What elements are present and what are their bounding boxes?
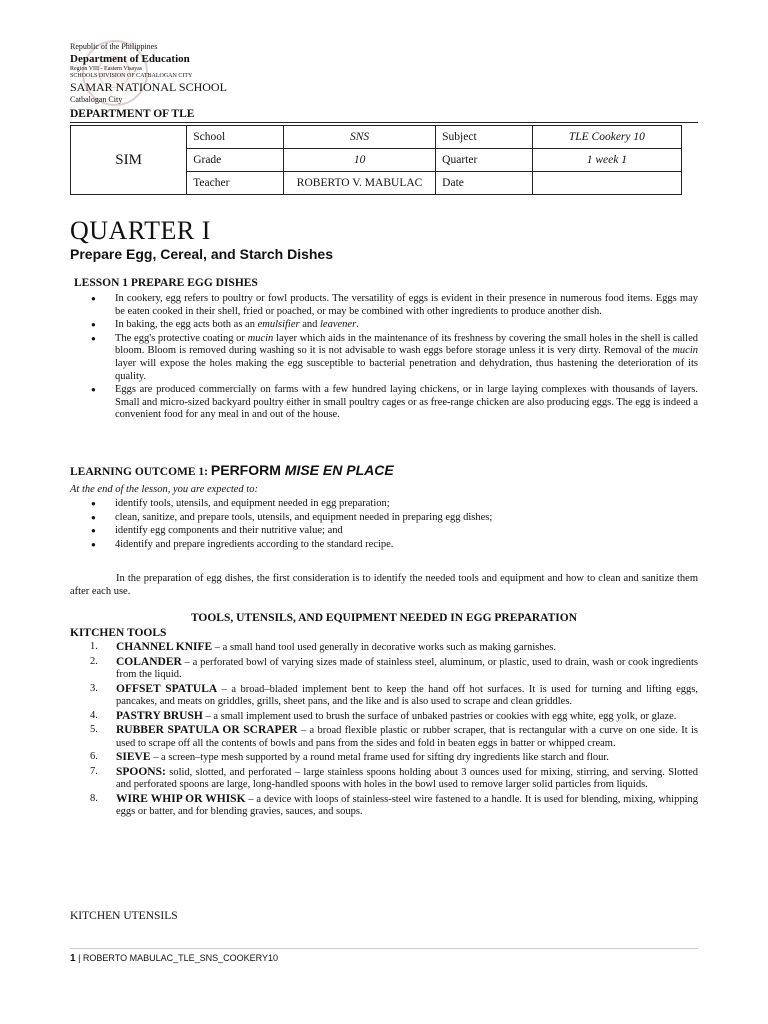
grade-value: 10 bbox=[283, 149, 435, 172]
footer-rule bbox=[70, 948, 698, 949]
bullet-text: . bbox=[356, 319, 359, 331]
objective-text: clean, sanitize, and prepare tools, utensils, and equipment needed in preparing egg dishes; bbox=[115, 511, 493, 523]
tool-description: – a small hand tool used generally in decorative works such as making garnishes. bbox=[212, 642, 556, 653]
list-item bbox=[70, 512, 698, 525]
quarter-subtitle: Prepare Egg, Cereal, and Starch Dishes bbox=[70, 246, 333, 262]
tool-description: – a perforated bowl of varying sizes made of stainless steel, aluminum, or plastic, used to drain, wash or cook ingredients from the liquid. bbox=[116, 656, 698, 680]
subject-label: Subject bbox=[436, 126, 533, 149]
date-label: Date bbox=[436, 172, 533, 195]
quarter-title: QUARTER I bbox=[70, 216, 211, 245]
tool-description: – a broad–bladed implement bent to keep the hand off hot surfaces. It is used for turning and lifting eggs, pancakes, and meats on griddles, grills, sheet pans, and the like and is also used to scrape and clean griddles. bbox=[116, 683, 698, 707]
mucin-term: mucin bbox=[672, 345, 698, 357]
list-item bbox=[70, 498, 698, 511]
bullet-text: layer will expose the holes making the egg susceptible to bacterial penetration and dehydration, thus hastening the deterioration of its quality. bbox=[115, 357, 698, 382]
tool-description: – a device with loops of stainless-steel wire fastened to a handle. It is used for blending, mixing, whipping eggs or batter, and for blending gravies, sauces, and soups. bbox=[116, 793, 699, 817]
tools-heading: TOOLS, UTENSILS, AND EQUIPMENT NEEDED IN EGG PREPARATION bbox=[190, 612, 578, 624]
date-value bbox=[532, 172, 681, 195]
subject-value: TLE Cookery 10 bbox=[532, 126, 681, 149]
leavener-term: leavener bbox=[320, 319, 357, 331]
outcome-prefix: LEARNING OUTCOME 1: bbox=[70, 466, 211, 478]
school-label: School bbox=[187, 126, 284, 149]
city-line: Catbalogan City bbox=[70, 95, 123, 104]
list-item bbox=[70, 751, 698, 765]
lesson-bullets bbox=[70, 293, 698, 423]
list-item bbox=[70, 724, 698, 750]
bullet-text: In cookery, egg refers to poultry or fowl products. The versatility of eggs is evident in their presence in numerous food items. Eggs may be eaten cooked in their shell, fried or poached, or may be combined with other ingredients to produce another dish. bbox=[115, 293, 698, 317]
division-line: SCHOOLS DIVISION OF CATBALOGAN CITY bbox=[70, 73, 193, 79]
list-item bbox=[70, 539, 698, 552]
teacher-value: ROBERTO V. MABULAC bbox=[283, 172, 435, 195]
list-item bbox=[70, 710, 698, 724]
list-item bbox=[70, 793, 698, 819]
bullet-text: Eggs are produced commercially on farms with a few hundred laying chickens, or in large laying complexes with thousands of layers. Small and micro-sized backyard poultry either in small poultry cages or as free-range chicken are also producing eggs. The egg is indeed a convenient food for any meal in and out of the house. bbox=[115, 384, 698, 421]
item-number: 8. bbox=[90, 792, 98, 804]
item-number: 4. bbox=[90, 709, 98, 721]
item-number: 5. bbox=[90, 724, 98, 735]
learning-outcome-heading bbox=[70, 462, 394, 478]
list-item bbox=[70, 333, 698, 383]
tool-term: OFFSET SPATULA bbox=[116, 682, 218, 695]
tool-term: SPOONS: bbox=[116, 765, 166, 778]
item-number: 7. bbox=[90, 765, 98, 777]
sim-cell: SIM bbox=[71, 126, 187, 195]
list-item bbox=[70, 656, 698, 682]
item-number: 2. bbox=[90, 655, 98, 667]
objective-text: 4identify and prepare ingredients according to the standard recipe. bbox=[115, 538, 394, 550]
region-line: Region VIII - Eastern Visayas bbox=[70, 66, 143, 72]
bullet-text: The egg's protective coating or bbox=[115, 332, 248, 344]
item-number: 3. bbox=[90, 682, 98, 694]
outcome-mise-en-place: MISE EN PLACE bbox=[284, 462, 394, 478]
list-item bbox=[70, 384, 698, 422]
preparation-paragraph: In the preparation of egg dishes, the first consideration is to identify the needed tools and equipment and how to clean and sanitize them after each use. bbox=[70, 573, 698, 597]
tool-term: COLANDER bbox=[116, 655, 182, 668]
list-item bbox=[70, 641, 698, 655]
page-footer bbox=[70, 953, 278, 964]
list-item bbox=[70, 319, 698, 332]
department-line: Department of Education bbox=[70, 53, 190, 65]
bullet-text: In baking, the egg acts both as an bbox=[115, 319, 258, 331]
department-tle: DEPARTMENT OF TLE bbox=[70, 108, 195, 120]
item-number: 1. bbox=[90, 641, 98, 652]
grade-label: Grade bbox=[187, 149, 284, 172]
teacher-label: Teacher bbox=[187, 172, 284, 195]
tool-term: WIRE WHIP OR WHISK bbox=[116, 792, 246, 805]
objectives-list bbox=[70, 498, 698, 552]
list-item bbox=[70, 293, 698, 318]
outcome-intro: At the end of the lesson, you are expected to: bbox=[70, 484, 258, 495]
item-number: 6. bbox=[90, 751, 98, 762]
bullet-text: and bbox=[299, 319, 321, 331]
kitchen-tools-heading: KITCHEN TOOLS bbox=[70, 627, 167, 639]
header-rule bbox=[70, 122, 698, 123]
mucin-term: mucin bbox=[247, 332, 274, 344]
objective-text: identify tools, utensils, and equipment needed in egg preparation; bbox=[115, 498, 390, 509]
list-item bbox=[70, 766, 698, 792]
tool-term: RUBBER SPATULA OR SCRAPER bbox=[116, 724, 298, 736]
tool-description: – a broad flexible plastic or rubber scraper, that is rectangular with a curve on one side. It is used to scrape off all the contents of bowls and pans from the sides and fold in beaten eggs in batter or whipped cream. bbox=[116, 725, 698, 749]
list-item bbox=[70, 525, 698, 538]
footer-separator: | bbox=[75, 953, 83, 963]
school-name: SAMAR NATIONAL SCHOOL bbox=[70, 80, 227, 94]
tool-term: SIEVE bbox=[116, 751, 151, 763]
quarter-label: Quarter bbox=[436, 149, 533, 172]
tool-description: – a small implement used to brush the surface of unbaked pastries or cookies with egg white, egg yolk, or glaze. bbox=[202, 710, 677, 722]
tool-term: PASTRY BRUSH bbox=[116, 709, 203, 722]
kitchen-utensils-heading: KITCHEN UTENSILS bbox=[70, 910, 178, 922]
outcome-perform: PERFORM bbox=[210, 462, 285, 478]
page-number: 1 bbox=[70, 953, 76, 964]
school-value: SNS bbox=[283, 126, 435, 149]
republic-line: Republic of the Philippines bbox=[70, 42, 158, 51]
tool-description: solid, slotted, and perforated – large stainless spoons holding about 3 ounces used for mixing, stirring, and serving. Slotted and perforated spoons are large, long-handled spoons with holes in the bowl used to remove larger solid particles from liquids. bbox=[116, 766, 698, 790]
objective-text: identify egg components and their nutritive value; and bbox=[115, 525, 343, 537]
quarter-value: 1 week 1 bbox=[532, 149, 681, 172]
tool-term: CHANNEL KNIFE bbox=[116, 641, 213, 653]
tool-description: – a screen–type mesh supported by a round metal frame used for sifting dry ingredients like starch and flour. bbox=[150, 752, 609, 763]
footer-text: ROBERTO MABULAC_TLE_SNS_COOKERY10 bbox=[82, 953, 278, 963]
bullet-text: layer which aids in the maintenance of its freshness by covering the small holes in the shell is called bloom. Bloom is removed during washing so it is not advisable to wash eggs before storage unless it is very dirty. Removal of the bbox=[115, 332, 698, 357]
list-item bbox=[70, 683, 698, 709]
emulsifier-term: emulsifier bbox=[257, 319, 300, 331]
info-table bbox=[70, 125, 682, 195]
lesson-title: LESSON 1 PREPARE EGG DISHES bbox=[74, 277, 258, 289]
kitchen-tools-list bbox=[70, 641, 698, 820]
